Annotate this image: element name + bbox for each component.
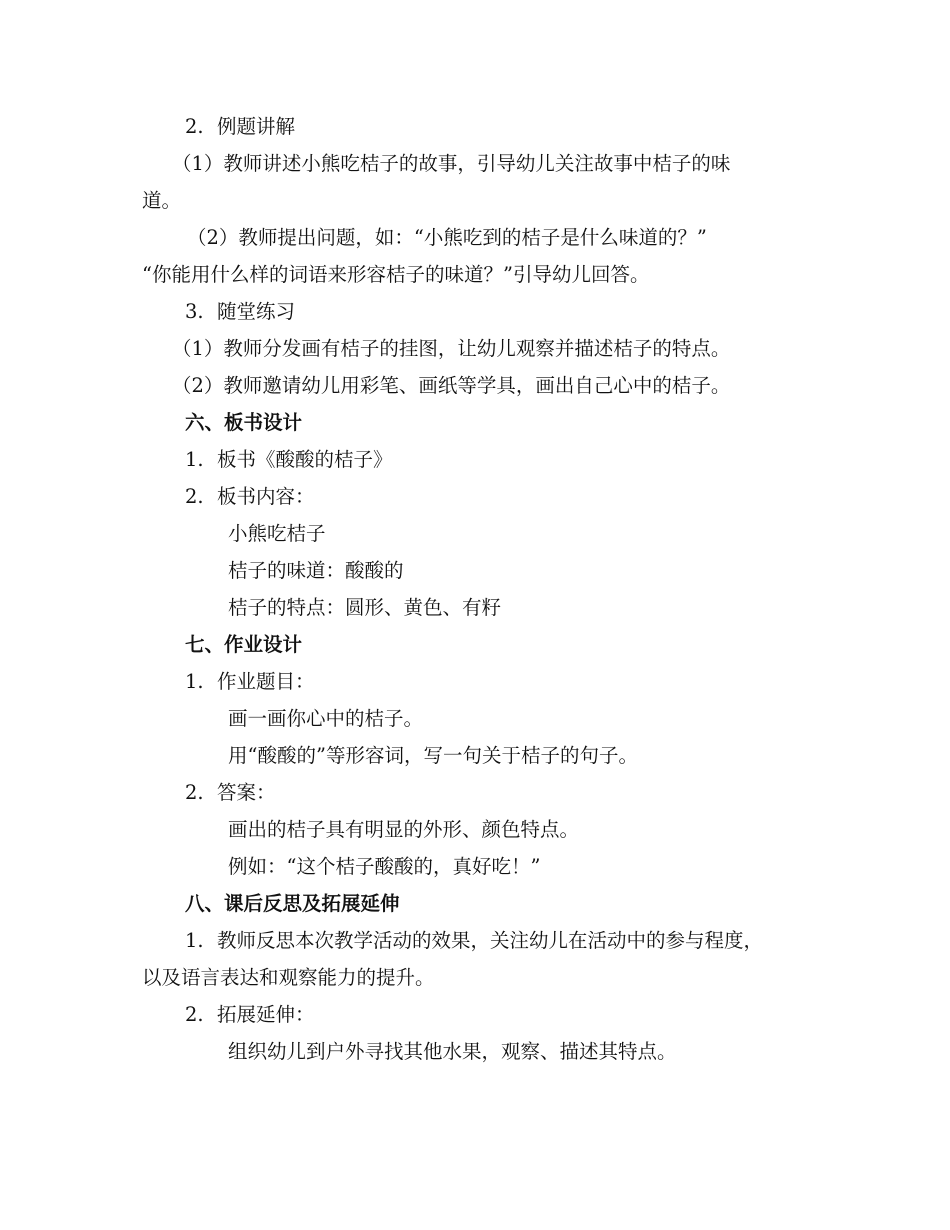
homework-question: 用“酸酸的”等形容词，写一句关于桔子的句子。 (228, 744, 638, 767)
practice-heading (0, 299, 950, 325)
board-content-line: 桔子的特点：圆形、黄色、有籽 (228, 596, 502, 619)
paragraph-line: 以及语言表达和观察能力的提升。 (142, 966, 435, 989)
list-text: 教师反思本次教学活动的效果，关注幼儿在活动中的参与程度， (217, 929, 764, 952)
list-number: 1. (185, 929, 204, 952)
list-item (0, 780, 950, 806)
list-text: 板书内容： (217, 485, 315, 508)
list-number: 2. (185, 485, 204, 508)
list-item (0, 1002, 950, 1028)
list-item (0, 484, 950, 510)
list-number: 1. (185, 670, 204, 693)
homework-answer: 画出的桔子具有明显的外形、颜色特点。 (228, 818, 580, 841)
heading-text: 例题讲解 (217, 115, 296, 138)
section-title: 六、板书设计 (185, 411, 303, 434)
homework-answer: 例如：“这个桔子酸酸的，真好吃！” (228, 855, 541, 878)
list-number: 2. (185, 1003, 204, 1026)
list-item (0, 669, 950, 695)
homework-question: 画一画你心中的桔子。 (228, 707, 424, 730)
list-text: 答案： (217, 781, 276, 804)
heading-text: 随堂练习 (217, 300, 296, 323)
section-title: 八、课后反思及拓展延伸 (185, 892, 400, 915)
paragraph-line: 道。 (142, 189, 182, 212)
paragraph-line: （1）教师讲述小熊吃桔子的故事，引导幼儿关注故事中桔子的味 (172, 152, 731, 175)
list-item (0, 928, 950, 954)
paragraph-line: （1）教师分发画有桔子的挂图，让幼儿观察并描述桔子的特点。 (172, 337, 731, 360)
list-number: 1. (185, 448, 204, 471)
board-content-line: 小熊吃桔子 (228, 522, 326, 545)
list-item (0, 447, 950, 473)
extension-line: 组织幼儿到户外寻找其他水果，观察、描述其特点。 (228, 1040, 677, 1063)
board-content-line: 桔子的味道：酸酸的 (228, 559, 404, 582)
paragraph-line: （2）教师邀请幼儿用彩笔、画纸等学具，画出自己心中的桔子。 (172, 374, 731, 397)
paragraph-line: （2）教师提出问题，如：“小熊吃到的桔子是什么味道的？” (187, 226, 707, 249)
paragraph-line: “你能用什么样的词语来形容桔子的味道？”引导幼儿回答。 (142, 263, 650, 286)
example-heading (0, 114, 950, 140)
list-text: 拓展延伸： (217, 1003, 315, 1026)
section-title: 七、作业设计 (185, 633, 303, 656)
list-number: 2. (185, 115, 204, 138)
list-text: 作业题目： (217, 670, 315, 693)
list-text: 板书《酸酸的桔子》 (217, 448, 393, 471)
list-number: 3. (185, 300, 204, 323)
list-number: 2. (185, 781, 204, 804)
